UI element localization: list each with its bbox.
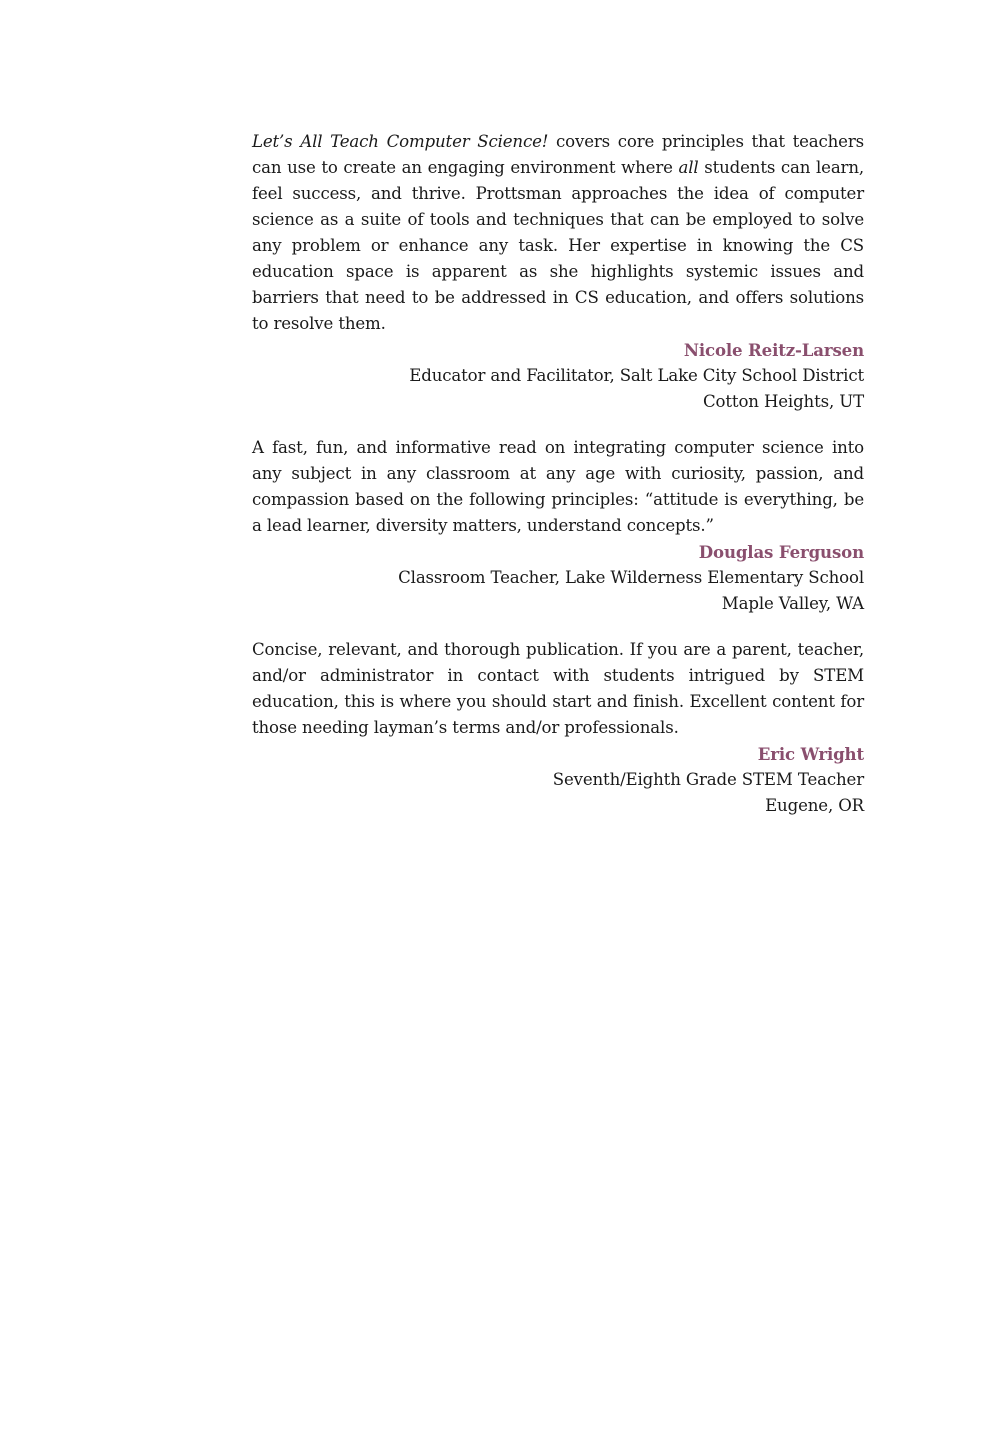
endorsement-quote: Concise, relevant, and thorough publication. If you are a parent, teacher, and/or administrator in contact with students intrigued by STEM education, this is where you should start and finish. Excellent content for those needing layman’s terms and/or professionals. [252,640,864,737]
endorsements-column [252,129,864,839]
endorsement-attribution [252,337,864,415]
endorser-role: Classroom Teacher, Lake Wilderness Elementary School [398,568,864,587]
endorser-name: Nicole Reitz-Larsen [683,340,864,360]
endorsement-quote: A fast, fun, and informative read on integrating computer science into any subject in any classroom at any age with curiosity, passion, and compassion based on the following principles: “attitude is everything, be a lead learner, diversity matters, understand concepts.” [252,438,864,535]
endorsement-quote [252,129,864,337]
endorser-name: Eric Wright [757,744,864,764]
endorser-name: Douglas Ferguson [698,542,864,562]
endorsement [252,129,864,415]
book-title: Let’s All Teach Computer Science! [252,132,549,151]
quote-text: covers core principles that teachers can use to create an engaging environment where [252,132,864,177]
endorsement [252,637,864,819]
endorsement [252,435,864,617]
endorser-location: Maple Valley, WA [721,594,864,613]
endorsement-attribution [252,539,864,617]
endorser-location: Eugene, OR [765,796,864,815]
endorser-role: Educator and Facilitator, Salt Lake City School District [409,366,864,385]
emphasis-text: all [678,158,699,177]
endorser-location: Cotton Heights, UT [703,392,864,411]
endorser-role: Seventh/Eighth Grade STEM Teacher [552,770,864,789]
quote-text: students can learn, feel success, and thrive. Prottsman approaches the idea of computer science as a suite of tools and techniques that can be employed to solve any problem or enhance any task. Her expertise in knowing the CS education space is apparent as she highlights systemic issues and barriers that need to be addressed in CS education, and offers solutions to resolve them. [252,158,865,333]
endorsement-attribution [252,741,864,819]
